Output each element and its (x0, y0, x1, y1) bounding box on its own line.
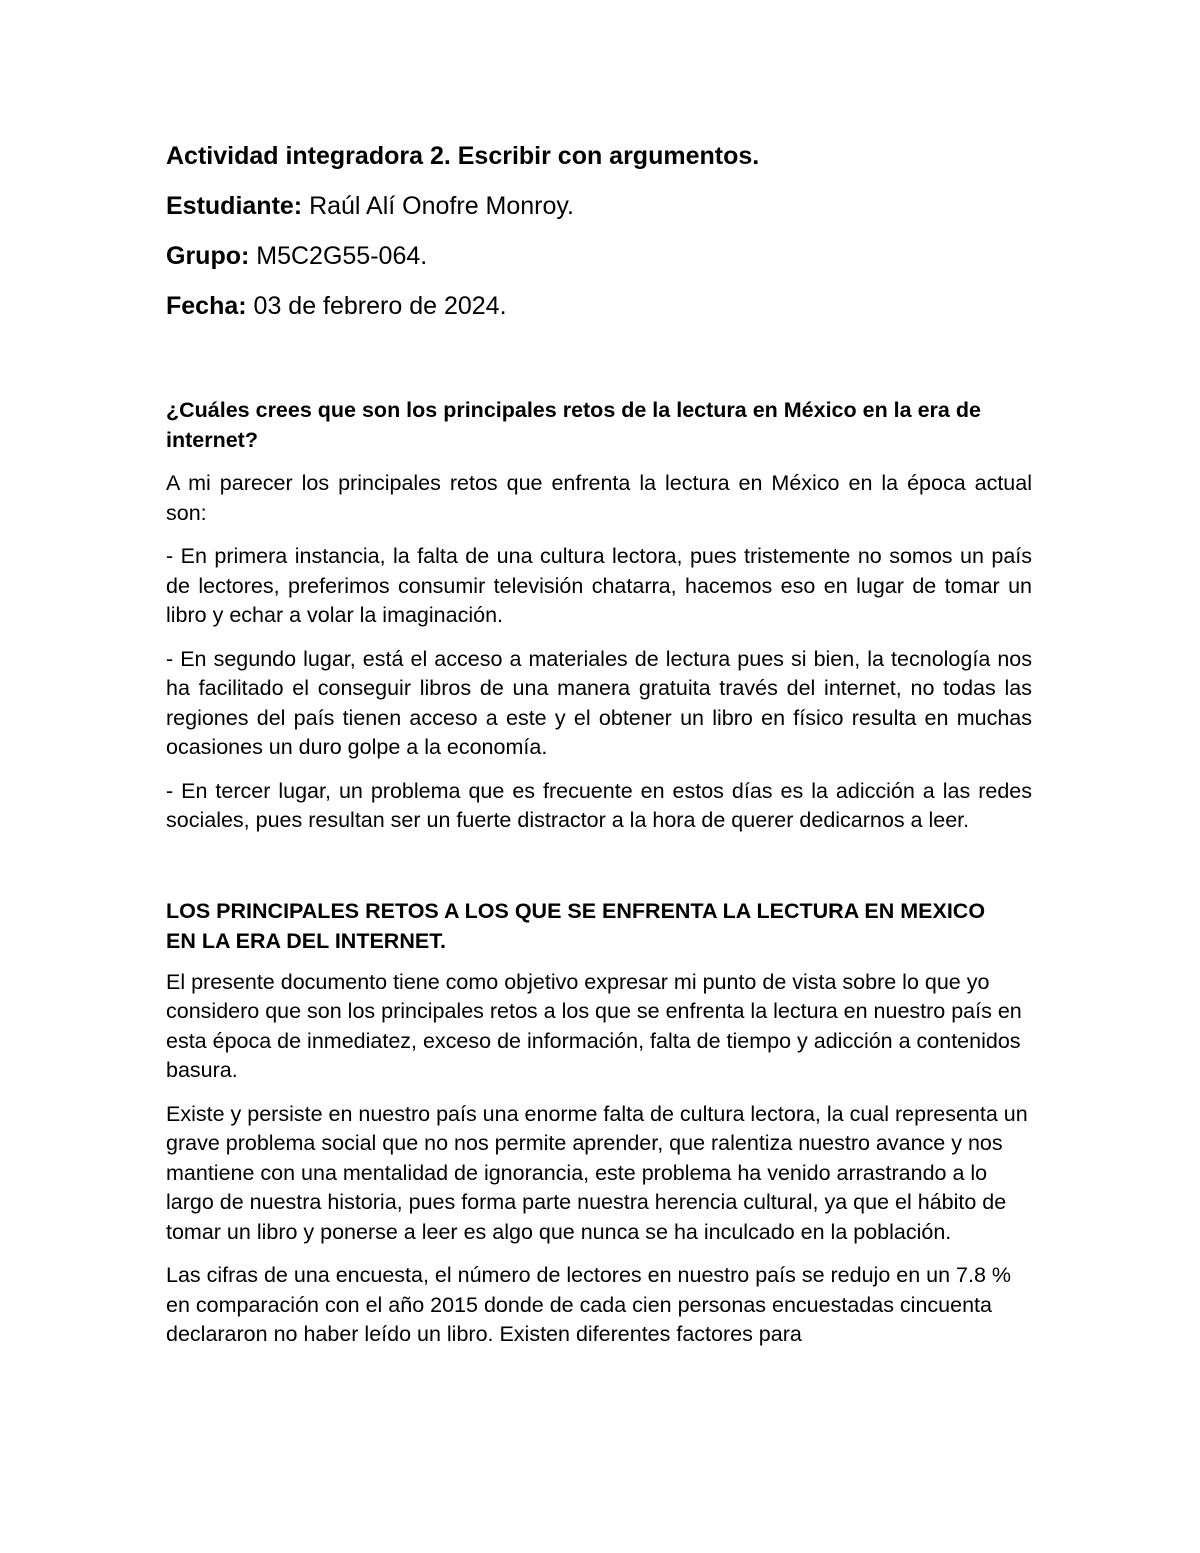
document-title: Actividad integradora 2. Escribir con argumentos. (166, 142, 760, 170)
group-label: Grupo: (166, 242, 250, 270)
date-line (166, 288, 1032, 324)
student-line (166, 188, 1032, 224)
essay-paragraph-3: Las cifras de una encuesta, el número de lectores en nuestro país se redujo en un 7.8 % en comparación con el año 2015 donde de cada cien personas encuestadas cincuenta declararon no haber leído un libro. Existen diferentes factores para (166, 1263, 1011, 1346)
answer-point-2: - En segundo lugar, está el acceso a materiales de lectura pues si bien, la tecnología nos ha facilitado el conseguir libros de una manera gratuita través del internet, no todas las regiones del país tienen acceso a este y el obtener un libro en físico resulta en muchas ocasiones un duro golpe a la economía. (166, 646, 1032, 759)
date-value: 03 de febrero de 2024. (246, 292, 507, 320)
essay-title: LOS PRINCIPALES RETOS A LOS QUE SE ENFRENTA LA LECTURA EN MEXICO EN LA ERA DEL INTERNET. (166, 898, 986, 953)
essay-body (166, 968, 1032, 1350)
answer-point-3: - En tercer lugar, un problema que es frecuente en estos días es la adicción a las redes sociales, pues resultan ser un fuerte distractor a la hora de querer dedicarnos a leer. (166, 778, 1032, 832)
group-value: M5C2G55-064. (249, 242, 428, 270)
student-value: Raúl Alí Onofre Monroy. (302, 192, 574, 220)
date-label: Fecha: (166, 292, 247, 320)
group-line (166, 238, 1032, 274)
answer-intro: A mi parecer los principales retos que enfrenta la lectura en México en la época actual son: (166, 471, 1032, 525)
essay-paragraph-1: El presente documento tiene como objetivo expresar mi punto de vista sobre lo que yo considero que son los principales retos a los que se enfrenta la lectura en nuestro país en esta época de inmediatez, exceso de información, falta de tiempo y adicción a contenidos basura. (166, 969, 1022, 1082)
answer-point-1: - En primera instancia, la falta de una cultura lectora, pues tristemente no somos un país de lectores, preferimos consumir televisión chatarra, hacemos eso en lugar de tomar un libro y echar a volar la imaginación. (166, 544, 1032, 627)
essay-paragraph-2: Existe y persiste en nuestro país una enorme falta de cultura lectora, la cual representa un grave problema social que no nos permite aprender, que ralentiza nuestro avance y nos mantiene con una mentalidad de ignorancia, este problema ha venido arrastrando a lo largo de nuestra historia, pues forma parte nuestra herencia cultural, ya que el hábito de tomar un libro y ponerse a leer es algo que nunca se ha inculcado en la población. (166, 1101, 1028, 1244)
document-page (166, 138, 1032, 1364)
student-label: Estudiante: (166, 192, 303, 220)
question-heading: ¿Cuáles crees que son los principales retos de la lectura en México en la era de internet? (166, 398, 981, 452)
